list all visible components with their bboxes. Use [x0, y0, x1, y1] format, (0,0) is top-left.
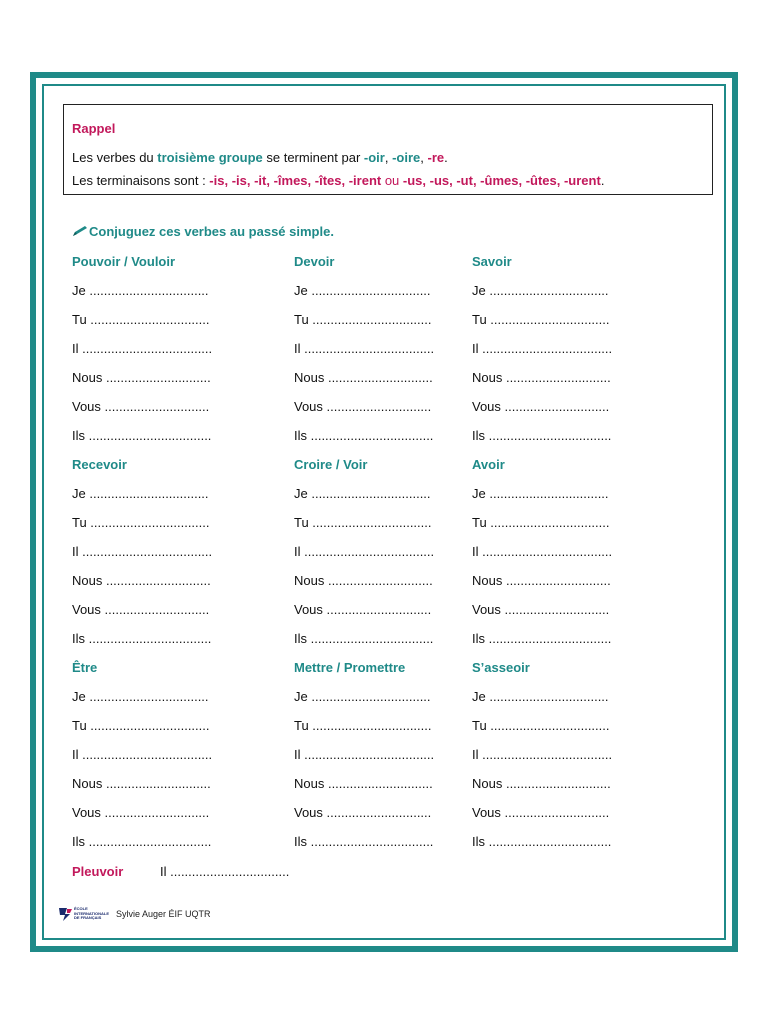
line-vous[interactable]: Vous .............................: [72, 399, 210, 414]
instruction-text: Conjuguez ces verbes au passé simple.: [89, 224, 334, 239]
line-ils[interactable]: Ils ..................................: [472, 631, 612, 646]
footer: [58, 906, 211, 922]
line-ils[interactable]: Ils ..................................: [472, 834, 612, 849]
school-logo-icon: [58, 906, 74, 922]
line-il[interactable]: Il ....................................: [72, 544, 213, 559]
pencil-icon: [72, 225, 88, 237]
verb-block-mettre-promettre: [294, 660, 464, 860]
line-ils[interactable]: Ils ..................................: [72, 631, 212, 646]
verb-title: Devoir: [294, 254, 335, 269]
verb-block-avoir: [472, 457, 642, 657]
line-tu[interactable]: Tu .................................: [72, 312, 210, 327]
line-tu[interactable]: Tu .................................: [294, 718, 432, 733]
line-vous[interactable]: Vous .............................: [294, 399, 432, 414]
verb-block-etre: [72, 660, 242, 860]
verb-block-pouvoir-vouloir: [72, 254, 242, 454]
line-vous[interactable]: Vous .............................: [472, 602, 610, 617]
line-tu[interactable]: Tu .................................: [472, 515, 610, 530]
verb-title: Pouvoir / Vouloir: [72, 254, 176, 269]
line-nous[interactable]: Nous .............................: [472, 573, 611, 588]
logo-line-2: INTERNATIONALE: [74, 910, 110, 916]
line-il[interactable]: Il ....................................: [72, 341, 213, 356]
separator: ,: [384, 150, 393, 165]
line-nous[interactable]: Nous .............................: [294, 573, 433, 588]
verb-title: S’asseoir: [472, 660, 530, 675]
ending-oir: -oir: [363, 150, 385, 165]
rappel-box: [63, 104, 713, 195]
line-il[interactable]: Il ....................................: [294, 341, 435, 356]
line-vous[interactable]: Vous .............................: [294, 805, 432, 820]
logo-text: [74, 907, 109, 921]
line-nous[interactable]: Nous .............................: [294, 776, 433, 791]
verb-block-recevoir: [72, 457, 242, 657]
pleuvoir-title: Pleuvoir: [72, 864, 124, 879]
line-vous[interactable]: Vous .............................: [72, 602, 210, 617]
verb-title: Savoir: [472, 254, 512, 269]
verb-title: Mettre / Promettre: [294, 660, 406, 675]
separator: ,: [420, 150, 428, 165]
line-ils[interactable]: Ils ..................................: [294, 834, 434, 849]
period: .: [444, 150, 448, 165]
line-vous[interactable]: Vous .............................: [472, 399, 610, 414]
rappel-title: Rappel: [72, 121, 116, 136]
verb-block-sasseoir: [472, 660, 642, 860]
ou-word: ou: [381, 173, 403, 188]
line-nous[interactable]: Nous .............................: [472, 370, 611, 385]
line-tu[interactable]: Tu .................................: [472, 718, 610, 733]
ending-oire: -oire: [392, 150, 421, 165]
line-je[interactable]: Je .................................: [294, 689, 431, 704]
rappel-line-1: [72, 150, 448, 165]
line-je[interactable]: Je .................................: [72, 486, 209, 501]
line-nous[interactable]: Nous .............................: [72, 776, 211, 791]
author-credit: Sylvie Auger ÉIF UQTR: [116, 909, 211, 919]
line-vous[interactable]: Vous .............................: [294, 602, 432, 617]
eif-logo: [58, 906, 110, 922]
line-ils[interactable]: Ils ..................................: [294, 428, 434, 443]
line-il[interactable]: Il ....................................: [294, 544, 435, 559]
line-tu[interactable]: Tu .................................: [72, 718, 210, 733]
rappel-line-2-prefix: Les terminaisons sont :: [72, 173, 210, 188]
line-vous[interactable]: Vous .............................: [72, 805, 210, 820]
logo-line-1: ÉCOLE: [74, 906, 88, 911]
line-je[interactable]: Je .................................: [472, 283, 609, 298]
line-il[interactable]: Il ....................................: [72, 747, 213, 762]
logo-line-3: DE FRANÇAIS: [74, 915, 102, 920]
verb-title: Être: [72, 660, 98, 675]
line-nous[interactable]: Nous .............................: [72, 573, 211, 588]
line-je[interactable]: Je .................................: [294, 486, 431, 501]
line-tu[interactable]: Tu .................................: [472, 312, 610, 327]
line-tu[interactable]: Tu .................................: [294, 515, 432, 530]
line-il[interactable]: Il ....................................: [472, 544, 613, 559]
line-ils[interactable]: Ils ..................................: [72, 834, 212, 849]
line-il[interactable]: Il ....................................: [472, 747, 613, 762]
verb-title: Croire / Voir: [294, 457, 368, 472]
line-vous[interactable]: Vous .............................: [472, 805, 610, 820]
pleuvoir-line-il[interactable]: Il .................................: [160, 864, 290, 879]
line-nous[interactable]: Nous .............................: [72, 370, 211, 385]
period: .: [600, 173, 605, 188]
line-je[interactable]: Je .................................: [294, 283, 431, 298]
verb-block-devoir: [294, 254, 464, 454]
line-il[interactable]: Il ....................................: [472, 341, 613, 356]
line-tu[interactable]: Tu .................................: [294, 312, 432, 327]
verb-block-croire-voir: [294, 457, 464, 657]
line-je[interactable]: Je .................................: [72, 283, 209, 298]
line-tu[interactable]: Tu .................................: [72, 515, 210, 530]
ending-re: -re: [427, 150, 445, 165]
line-je[interactable]: Je .................................: [72, 689, 209, 704]
verb-title: Recevoir: [72, 457, 127, 472]
line-ils[interactable]: Ils ..................................: [72, 428, 212, 443]
endings-us-set: -us, -us, -ut, -ûmes, -ûtes, -urent: [402, 173, 601, 188]
line-ils[interactable]: Ils ..................................: [472, 428, 612, 443]
troisieme-groupe: troisième groupe: [157, 150, 263, 165]
verb-block-savoir: [472, 254, 642, 454]
line-je[interactable]: Je .................................: [472, 689, 609, 704]
instruction: [72, 224, 334, 239]
line-je[interactable]: Je .................................: [472, 486, 609, 501]
line-nous[interactable]: Nous .............................: [294, 370, 433, 385]
line-il[interactable]: Il ....................................: [294, 747, 435, 762]
rappel-line-1-prefix: Les verbes du: [72, 150, 158, 165]
rappel-line-1-middle: se terminent par: [262, 150, 364, 165]
line-ils[interactable]: Ils ..................................: [294, 631, 434, 646]
endings-is-set: -is, -is, -it, -îmes, -îtes, -irent: [209, 173, 382, 188]
line-nous[interactable]: Nous .............................: [472, 776, 611, 791]
rappel-line-2: [72, 173, 604, 188]
verb-title: Avoir: [472, 457, 505, 472]
